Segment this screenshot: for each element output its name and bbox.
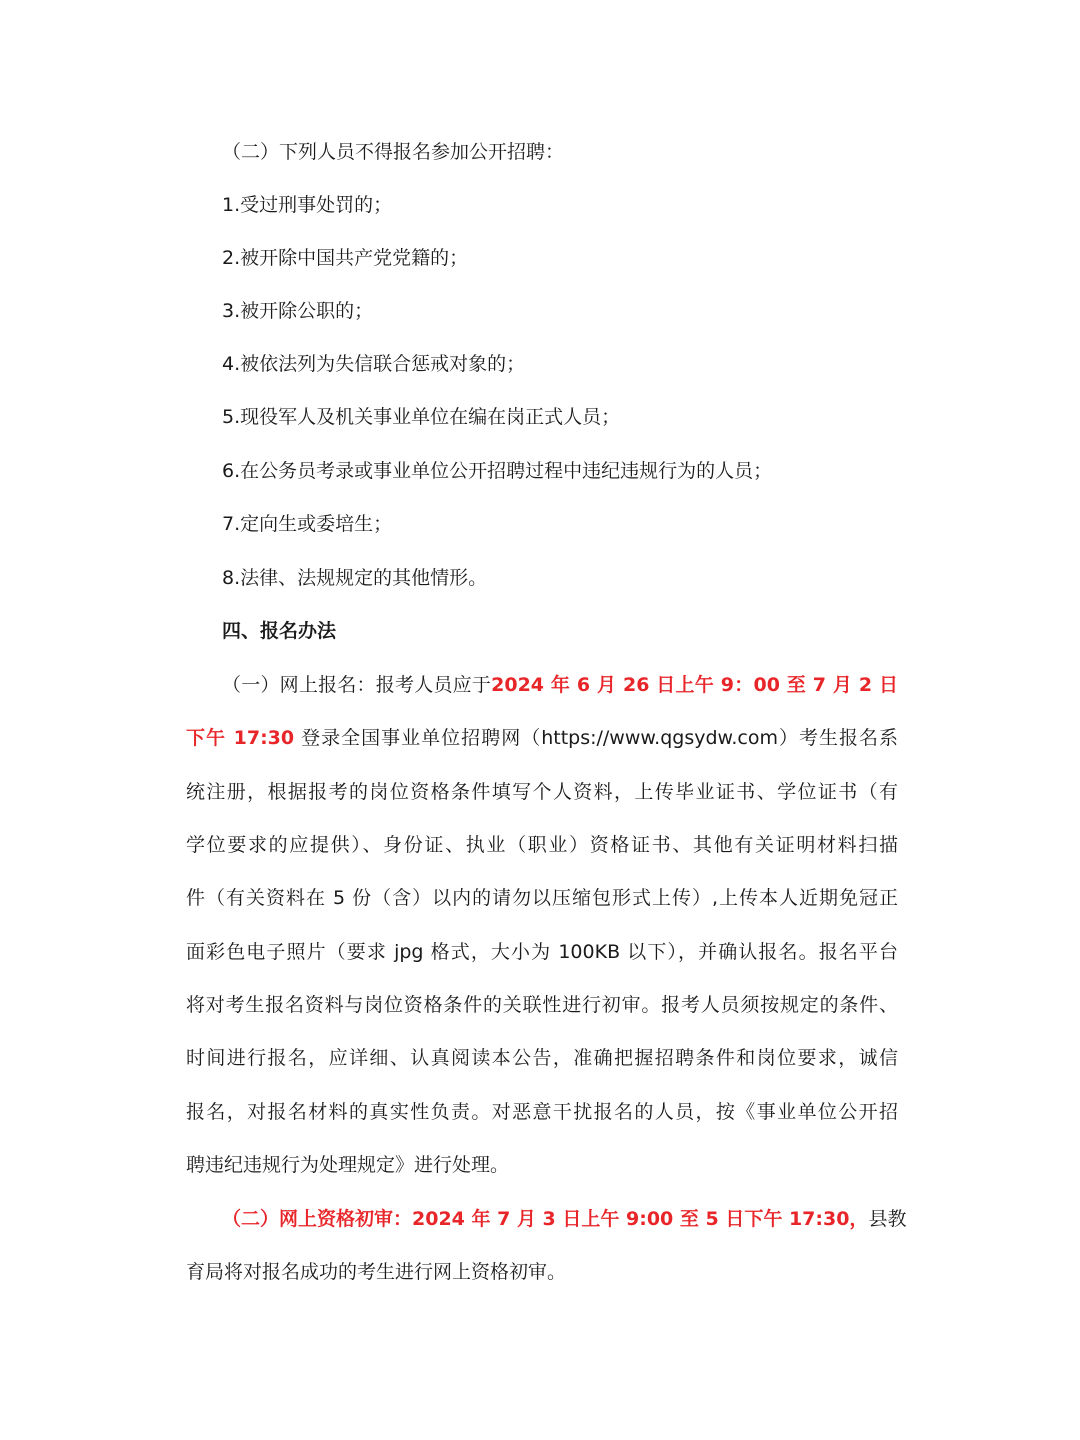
paragraph-line: 聘违纪违规行为处理规定》进行处理。 (186, 1154, 510, 1176)
section-heading-registration: 四、报名办法 (222, 620, 337, 642)
paragraph-line: 将对考生报名资料与岗位资格条件的关联性进行初审。报考人员须按规定的条件、 (186, 994, 898, 1016)
paragraph-line: 件（有关资料在 5 份（含）以内的请勿以压缩包形式上传）,上传本人近期免冠正 (186, 887, 898, 909)
paragraph-line: 报名，对报名材料的真实性负责。对恶意干扰报名的人员，按《事业单位公开招 (186, 1101, 898, 1123)
list-item: 6.在公务员考录或事业单位公开招聘过程中违纪违规行为的人员； (222, 460, 773, 482)
review-prefix-rest: 县教 (868, 1208, 907, 1230)
review-date: （二）网上资格初审：2024 年 7 月 3 日上午 9:00 至 5 日下午 17:30， (222, 1208, 869, 1230)
paragraph-line: 学位要求的应提供）、身份证、执业（职业）资格证书、其他有关证明材料扫描 (186, 834, 898, 856)
paragraph-line: 育局将对报名成功的考生进行网上资格初审。 (186, 1261, 567, 1283)
online-reg-prefix: （一）网上报名：报考人员应于 (222, 674, 492, 696)
list-item: 4.被依法列为失信联合惩戒对象的； (222, 353, 526, 375)
paragraph-line (222, 1205, 907, 1233)
online-reg-date-start: 2024 年 6 月 26 日上午 9：00 至 7 月 2 日 (491, 674, 898, 696)
paragraph-line: 统注册，根据报考的岗位资格条件填写个人资料，上传毕业证书、学位证书（有 (186, 781, 898, 803)
paragraph-line: 面彩色电子照片（要求 jpg 格式，大小为 100KB 以下），并确认报名。报名平台 (186, 941, 898, 963)
list-item: 5.现役军人及机关事业单位在编在岗正式人员； (222, 406, 621, 428)
paragraph-line (186, 724, 898, 752)
online-reg-site: 登录全国事业单位招聘网（https://www.qgsydw.com）考生报名系 (301, 727, 898, 749)
list-item: 2.被开除中国共产党党籍的； (222, 247, 469, 269)
online-reg-date-end: 下午 17:30 (186, 727, 295, 749)
paragraph-line (222, 671, 898, 699)
subsection-heading-ineligible: （二）下列人员不得报名参加公开招聘： (222, 141, 565, 163)
list-item: 8.法律、法规规定的其他情形。 (222, 567, 488, 589)
list-item: 1.受过刑事处罚的； (222, 194, 393, 216)
list-item: 3.被开除公职的； (222, 300, 374, 322)
paragraph-line: 时间进行报名，应详细、认真阅读本公告，准确把握招聘条件和岗位要求，诚信 (186, 1047, 898, 1069)
list-item: 7.定向生或委培生； (222, 513, 393, 535)
